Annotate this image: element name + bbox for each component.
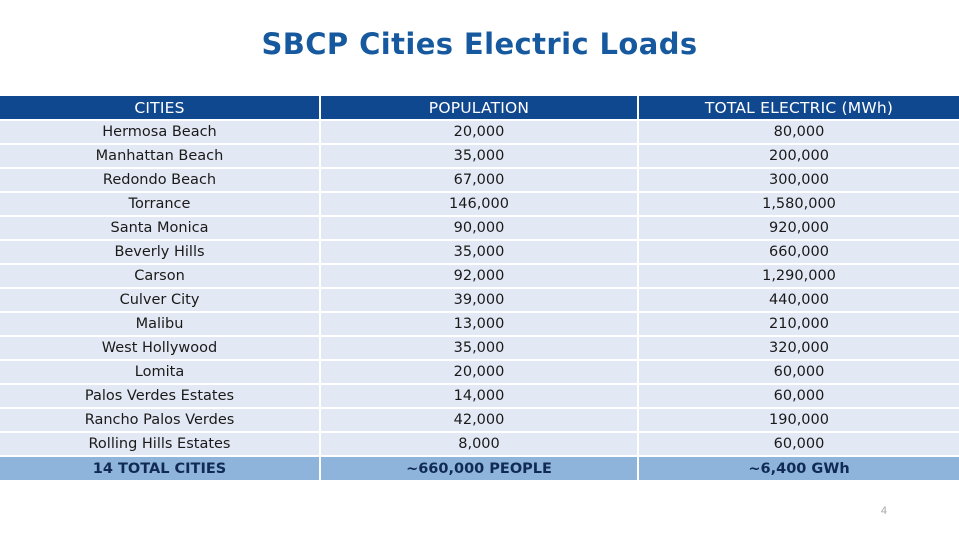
- cell-population: 35,000: [320, 144, 638, 168]
- total-cities: 14 TOTAL CITIES: [0, 456, 320, 480]
- cell-electric: 300,000: [638, 168, 959, 192]
- table-row: [0, 360, 959, 384]
- cell-electric: 440,000: [638, 288, 959, 312]
- table-header-row: [0, 96, 959, 120]
- cell-city: Palos Verdes Estates: [0, 384, 320, 408]
- cell-population: 20,000: [320, 360, 638, 384]
- table-total-row: [0, 456, 959, 480]
- cell-city: Lomita: [0, 360, 320, 384]
- cell-population: 146,000: [320, 192, 638, 216]
- cell-electric: 200,000: [638, 144, 959, 168]
- cell-population: 14,000: [320, 384, 638, 408]
- table-row: [0, 384, 959, 408]
- cell-electric: 190,000: [638, 408, 959, 432]
- cell-city: West Hollywood: [0, 336, 320, 360]
- column-header-electric: TOTAL ELECTRIC (MWh): [638, 96, 959, 120]
- cell-city: Rancho Palos Verdes: [0, 408, 320, 432]
- table-row: [0, 168, 959, 192]
- cell-city: Santa Monica: [0, 216, 320, 240]
- cell-city: Manhattan Beach: [0, 144, 320, 168]
- table-body: [0, 120, 959, 456]
- table-row: [0, 120, 959, 144]
- table-row: [0, 144, 959, 168]
- cell-population: 13,000: [320, 312, 638, 336]
- table-row: [0, 408, 959, 432]
- electric-loads-table: [0, 96, 959, 480]
- cell-city: Beverly Hills: [0, 240, 320, 264]
- table-row: [0, 288, 959, 312]
- table-row: [0, 312, 959, 336]
- cell-population: 39,000: [320, 288, 638, 312]
- cell-electric: 920,000: [638, 216, 959, 240]
- total-electric: ~6,400 GWh: [638, 456, 959, 480]
- cell-city: Hermosa Beach: [0, 120, 320, 144]
- table-row: [0, 216, 959, 240]
- table-row: [0, 240, 959, 264]
- table-row: [0, 336, 959, 360]
- cell-electric: 60,000: [638, 384, 959, 408]
- cell-population: 42,000: [320, 408, 638, 432]
- cell-population: 67,000: [320, 168, 638, 192]
- table-row: [0, 264, 959, 288]
- cell-electric: 210,000: [638, 312, 959, 336]
- table-row: [0, 432, 959, 456]
- cell-city: Carson: [0, 264, 320, 288]
- cell-electric: 60,000: [638, 432, 959, 456]
- cell-city: Redondo Beach: [0, 168, 320, 192]
- slide-number: 4: [880, 505, 887, 517]
- electric-loads-table-container: [0, 96, 959, 480]
- cell-electric: 660,000: [638, 240, 959, 264]
- cell-electric: 320,000: [638, 336, 959, 360]
- cell-electric: 60,000: [638, 360, 959, 384]
- total-population: ~660,000 PEOPLE: [320, 456, 638, 480]
- cell-population: 20,000: [320, 120, 638, 144]
- column-header-cities: CITIES: [0, 96, 320, 120]
- cell-electric: 80,000: [638, 120, 959, 144]
- cell-city: Culver City: [0, 288, 320, 312]
- cell-city: Torrance: [0, 192, 320, 216]
- table-row: [0, 192, 959, 216]
- cell-population: 92,000: [320, 264, 638, 288]
- cell-population: 35,000: [320, 240, 638, 264]
- cell-population: 90,000: [320, 216, 638, 240]
- cell-city: Rolling Hills Estates: [0, 432, 320, 456]
- cell-electric: 1,290,000: [638, 264, 959, 288]
- cell-city: Malibu: [0, 312, 320, 336]
- column-header-population: POPULATION: [320, 96, 638, 120]
- cell-population: 35,000: [320, 336, 638, 360]
- page-title: SBCP Cities Electric Loads: [261, 27, 698, 61]
- cell-population: 8,000: [320, 432, 638, 456]
- cell-electric: 1,580,000: [638, 192, 959, 216]
